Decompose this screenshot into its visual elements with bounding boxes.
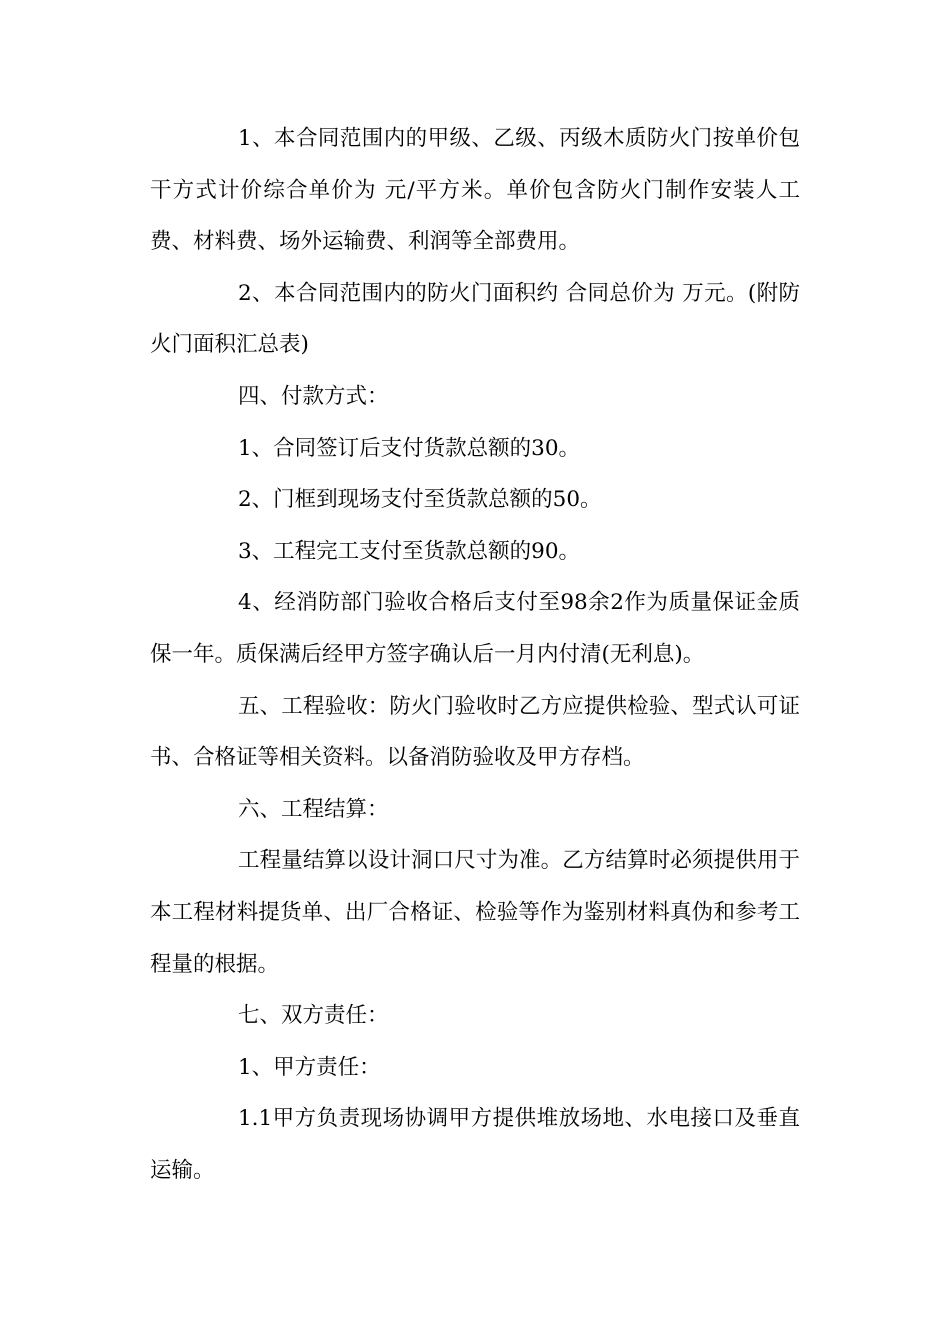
paragraph-payment-1: 1、合同签订后支付货款总额的30。 (238, 435, 581, 461)
heading-settlement: 六、工程结算： (238, 796, 389, 822)
paragraph-payment-3: 3、工程完工支付至货款总额的90。 (238, 538, 581, 564)
document-body (150, 113, 800, 1196)
paragraph-party-a-1-1: 1.1甲方负责现场协调甲方提供堆放场地、水电接口及垂直运输。 (150, 1106, 800, 1183)
paragraph-settlement: 工程量结算以设计洞口尺寸为准。乙方结算时必须提供用于本工程材料提货单、出厂合格证、检验等作为鉴别材料真伪和参考工程量的根据。 (150, 848, 800, 977)
paragraph-unit-price: 1、本合同范围内的甲级、乙级、丙级木质防火门按单价包干方式计价综合单价为 元/平方米。单价包含防火门制作安装人工费、材料费、场外运输费、利润等全部费用。 (150, 126, 800, 255)
heading-responsibilities: 七、双方责任： (238, 1003, 389, 1029)
heading-payment-method: 四、付款方式： (238, 383, 389, 409)
paragraph-payment-4: 4、经消防部门验收合格后支付至98余2作为质量保证金质保一年。质保满后经甲方签字确认后一月内付清(无利息)。 (150, 590, 800, 667)
paragraph-payment-2: 2、门框到现场支付至货款总额的50。 (238, 487, 602, 513)
heading-party-a-responsibilities: 1、甲方责任： (238, 1054, 381, 1080)
paragraph-total-price: 2、本合同范围内的防火门面积约 合同总价为 万元。(附防火门面积汇总表) (150, 280, 800, 358)
paragraph-acceptance: 五、工程验收：防火门验收时乙方应提供检验、型式认可证书、合格证等相关资料。以备消防验收及甲方存档。 (150, 693, 800, 771)
